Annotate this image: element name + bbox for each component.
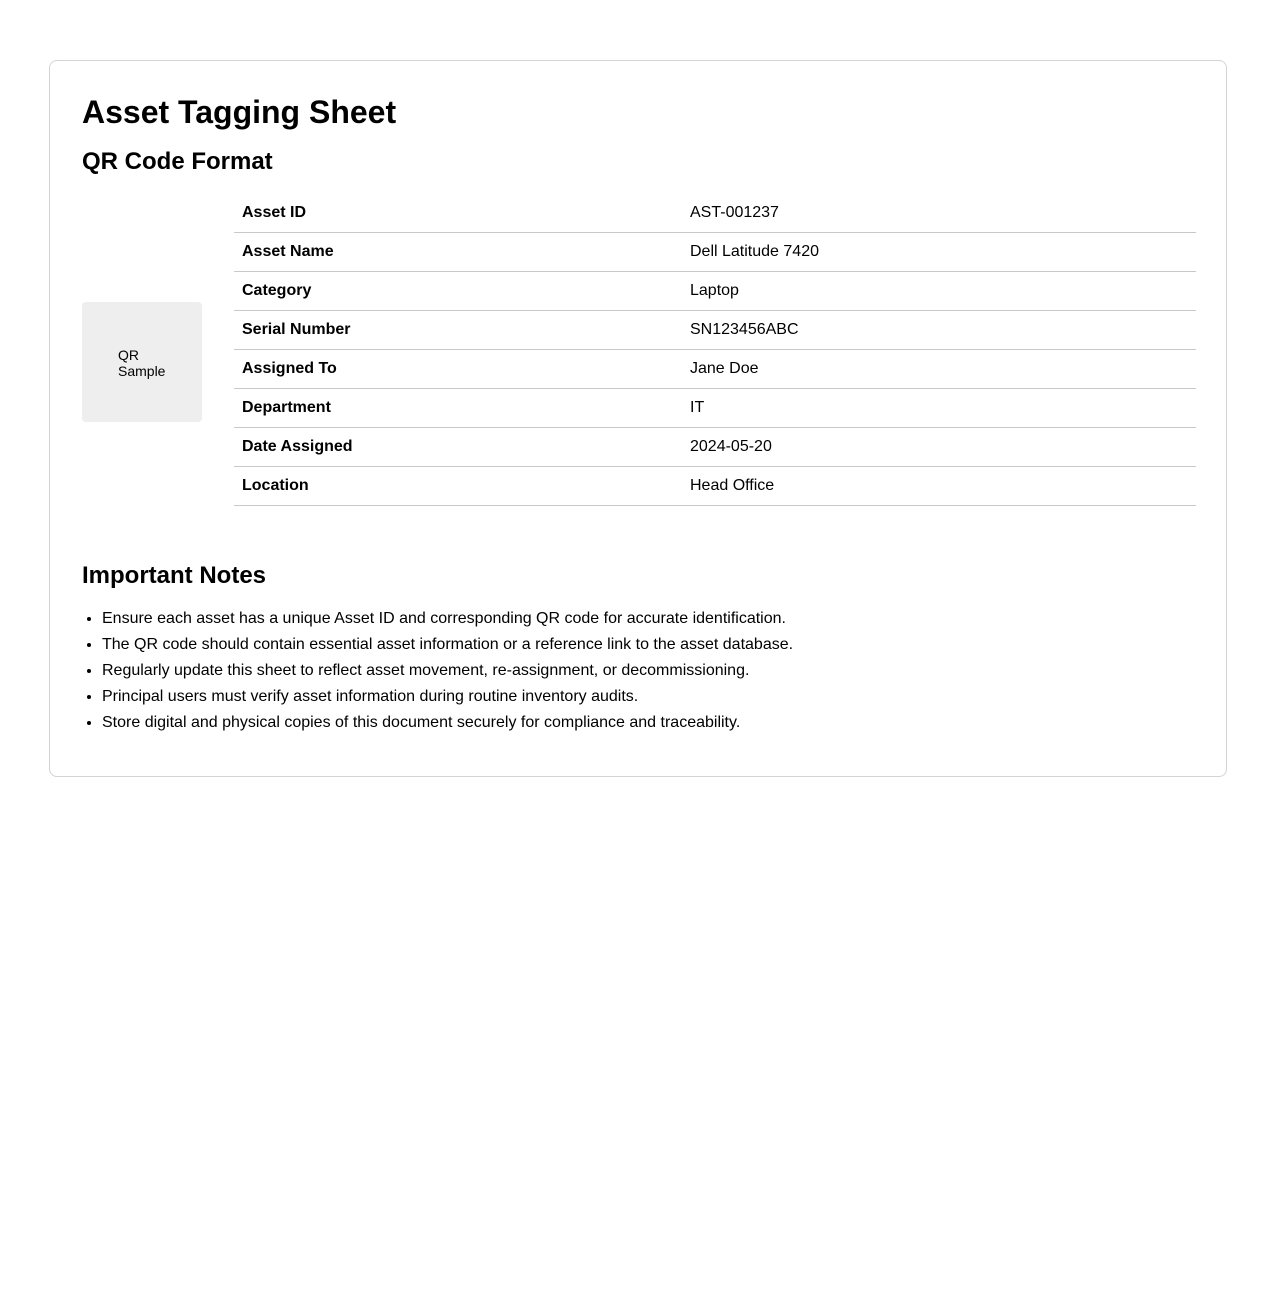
table-row (234, 194, 1196, 233)
field-label: Asset ID (242, 204, 307, 221)
qr-placeholder-line2: Sample (118, 363, 166, 379)
table-row (234, 233, 1196, 272)
list-item: • The QR code should contain essential asset information or a reference link to the asset database. (102, 632, 793, 658)
list-item: • Store digital and physical copies of this document securely for compliance and traceability. (102, 710, 793, 736)
asset-details-table (234, 194, 1196, 506)
field-label: Serial Number (242, 321, 351, 338)
list-item: • Regularly update this sheet to reflect asset movement, re-assignment, or decommissioning. (102, 658, 793, 684)
field-value: Dell Latitude 7420 (690, 243, 819, 260)
field-value: Head Office (690, 477, 775, 494)
list-item: • Principal users must verify asset information during routine inventory audits. (102, 684, 793, 710)
qr-code-placeholder (82, 302, 202, 422)
field-label: Date Assigned (242, 438, 353, 455)
notes-section-heading: Important Notes (82, 562, 267, 589)
table-row (234, 389, 1196, 428)
table-row (234, 272, 1196, 311)
table-row (234, 467, 1196, 506)
field-value: SN123456ABC (690, 321, 799, 338)
list-item: • Ensure each asset has a unique Asset ID and corresponding QR code for accurate identification. (102, 606, 793, 632)
table-row (234, 311, 1196, 350)
field-label: Assigned To (242, 360, 337, 377)
field-value: Jane Doe (690, 360, 759, 377)
qr-placeholder-text (118, 347, 165, 379)
field-label: Location (242, 477, 309, 494)
table-row (234, 350, 1196, 389)
asset-tagging-card (49, 60, 1227, 777)
qr-section-heading: QR Code Format (82, 148, 273, 175)
page-title: Asset Tagging Sheet (82, 94, 397, 130)
field-value: 2024-05-20 (690, 438, 772, 455)
field-label: Asset Name (242, 243, 334, 260)
field-label: Category (242, 282, 312, 299)
notes-list (82, 606, 793, 736)
field-label: Department (242, 399, 331, 416)
qr-placeholder-line1: QR (118, 347, 139, 363)
field-value: Laptop (690, 282, 739, 299)
field-value: AST-001237 (690, 204, 779, 221)
field-value: IT (690, 399, 705, 416)
table-row (234, 428, 1196, 467)
